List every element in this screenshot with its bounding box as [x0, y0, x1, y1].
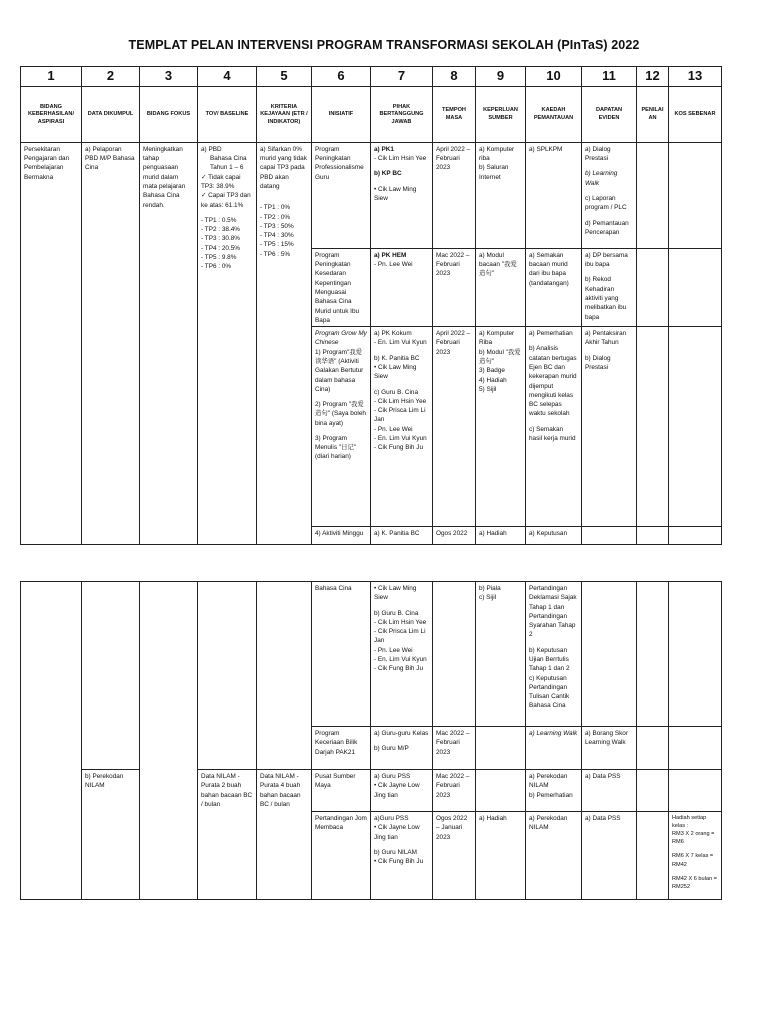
cell-pihak: a) PK Kokum - En. Lim Vui Kyun b) K. Panitia BC • Cik Law Ming Siew c) Guru B. Cina - Cik Lim Hsin Yee - Cik Prisca Lim Li Jan - Pn. Lee Wei - En. Lim Vui Kyun - Cik Fung Bih Ju	[371, 327, 433, 527]
table-row	[21, 142, 722, 248]
cell-sumber: a) Komputer riba b) Saluran Internet	[476, 142, 526, 248]
header-penilaian: PENILAIAN	[637, 86, 669, 142]
cell-penilaian	[637, 248, 669, 326]
header-kaedah-pemantauan: KAEDAH PEMANTAUAN	[526, 86, 582, 142]
cell-pihak: a) Guru PSS • Cik Jayne Low Jing tian	[371, 770, 433, 812]
cell-dapatan: a) DP bersama ibu bapa b) Rekod Kehadiran aktiviti yang melibatkan ibu bapa	[582, 248, 637, 326]
cell-penilaian	[637, 527, 669, 545]
cell-data-dikumpul: b) Perekodan NILAM	[82, 770, 140, 900]
cell-tempoh: Mac 2022 – Februari 2023	[433, 770, 476, 812]
cell-penilaian	[637, 727, 669, 770]
cell-tov-baseline	[198, 582, 257, 770]
header-kos-sebenar: KOS SEBENAR	[669, 86, 722, 142]
cell-pihak: a) K. Panitia BC	[371, 527, 433, 545]
column-number: 11	[582, 67, 637, 87]
column-number-row	[21, 67, 722, 87]
cell-kos	[669, 327, 722, 527]
cell-inisiatif: Pusat Sumber Maya	[312, 770, 371, 812]
cell-inisiatif: Program Keceriaan Bilik Darjah PAK21	[312, 727, 371, 770]
cell-dapatan	[582, 527, 637, 545]
cell-bidang-fokus: Meningkatkan tahap penguasaan murid dalam mata pelajaran Bahasa Cina rendah.	[140, 142, 198, 544]
cell-inisiatif: Program Peningkatan Kesedaran Kepentingan Menguasai Bahasa Cina Murid untuk Ibu Bapa	[312, 248, 371, 326]
cell-kaedah: a) Perekodan NILAM	[526, 812, 582, 900]
cell-sumber: b) Piala c) Sijil	[476, 582, 526, 727]
cell-penilaian	[637, 142, 669, 248]
header-pihak-bertanggung-jawab: PIHAK BERTANGGUNG JAWAB	[371, 86, 433, 142]
cell-kriteria-kejayaan: a) Sifarkan 0% murid yang tidak capai TP3 pada PBD akan datang - TP1 : 0% - TP2 : 0% - TP3 : 50% - TP4 : 30% - TP5 : 15% - TP6 : 5%	[257, 142, 312, 544]
cell-kaedah: a) Learning Walk	[526, 727, 582, 770]
cell-kos	[669, 248, 722, 326]
cell-kaedah: a) Semakan bacaan murid dari ibu bapa (tandatangan)	[526, 248, 582, 326]
column-number: 1	[21, 67, 82, 87]
cell-sumber: a) Hadiah	[476, 812, 526, 900]
cell-penilaian	[637, 812, 669, 900]
cell-aspirasi: Persekitaran Pengajaran dan Pembelajaran Bermakna	[21, 142, 82, 544]
cell-kos	[669, 727, 722, 770]
check-icon: ✓ Capai TP3 dan ke atas: 61.1%	[201, 191, 253, 210]
cell-tempoh	[433, 582, 476, 727]
cell-tov-baseline: a) PBD Bahasa Cina Tahun 1 – 6 ✓ Tidak capai TP3: 38.9% ✓ Capai TP3 dan ke atas: 61.1% - TP1 : 0.5% - TP2 : 38.4% - TP3 : 30.8% - TP4 : 20.5% - TP5 : 9.8% - TP6 : 0%	[198, 142, 257, 544]
cell-pihak: a)Guru PSS • Cik Jayne Low Jing tian b) Guru NILAM • Cik Fung Bih Ju	[371, 812, 433, 900]
intervention-plan-table	[20, 66, 722, 545]
column-number: 10	[526, 67, 582, 87]
cell-sumber: a) Komputer Riba b) Modul "我爱造句" 3) Badge 4) Hadiah 5) Sijil	[476, 327, 526, 527]
header-data-dikumpul: DATA DIKUMPUL	[82, 86, 140, 142]
cell-data-dikumpul	[82, 582, 140, 770]
cell-kriteria-kejayaan	[257, 582, 312, 770]
cell-bidang-fokus	[140, 582, 198, 900]
cell-inisiatif: 4) Aktiviti Minggu	[312, 527, 371, 545]
column-number: 3	[140, 67, 198, 87]
column-number: 4	[198, 67, 257, 87]
cell-kos: Hadiah setiap kelas : RM3 X 2 orang = RM6 RM6 X 7 kelas = RM42 RM42 X 6 bulan = RM252	[669, 812, 722, 900]
cell-tempoh: Mac 2022 – Februari 2023	[433, 727, 476, 770]
cell-inisiatif: Program Peningkatan Professionalisme Guru	[312, 142, 371, 248]
check-icon: ✓ Tidak capai TP3: 38.9%	[201, 173, 253, 192]
cell-kaedah: Pertandingan Deklamasi Sajak Tahap 1 dan Pertandingan Syarahan Tahap 2 b) Keputusan Ujian Berrtulis Tahap 1 dan 2 c) Keputusan Pertandingan Tulisan Cantik Bahasa Cina	[526, 582, 582, 727]
cell-tempoh: Mac 2022 – Februari 2023	[433, 248, 476, 326]
cell-dapatan: a) Data PSS	[582, 770, 637, 812]
cell-inisiatif: Bahasa Cina	[312, 582, 371, 727]
header-kriteria-kejayaan: KRITERIA KEJAYAAN (ETR / INDIKATOR)	[257, 86, 312, 142]
header-inisiatif: INISIATIF	[312, 86, 371, 142]
cell-dapatan: a) Dialog Prestasi b) Learning Walk c) Laporan program / PLC d) Pemantauan Pencerapan	[582, 142, 637, 248]
cell-sumber: a) Modul bacaan "我爱造句"	[476, 248, 526, 326]
cell-kos	[669, 770, 722, 812]
cell-inisiatif: Program Grow My Chinese 1) Program"我爱读华语" (Aktiviti Galakan Bertutur dalam bahasa Cina) 2) Program "我爱造句" (Saya boleh bina ayat) 3) Program Menulis "日记" (diari harian)	[312, 327, 371, 527]
header-bidang-fokus: BIDANG FOKUS	[140, 86, 198, 142]
column-header-row	[21, 86, 722, 142]
cell-tempoh: Ogos 2022	[433, 527, 476, 545]
cell-dapatan: a) Borang Skor Learning Walk	[582, 727, 637, 770]
cell-sumber	[476, 727, 526, 770]
column-number: 2	[82, 67, 140, 87]
cell-inisiatif: Pertandingan Jom Membaca	[312, 812, 371, 900]
cell-pihak: a) PK HEM - Pn. Lee Wei	[371, 248, 433, 326]
cell-pihak: a) Guru-guru Kelas b) Guru M/P	[371, 727, 433, 770]
cell-aspirasi	[21, 582, 82, 900]
column-number: 5	[257, 67, 312, 87]
cell-kriteria-kejayaan: Data NILAM - Purata 4 buah bahan bacaan BC / bulan	[257, 770, 312, 900]
cell-kos	[669, 142, 722, 248]
column-number: 13	[669, 67, 722, 87]
cell-dapatan	[582, 582, 637, 727]
cell-kos	[669, 527, 722, 545]
cell-kaedah: a) Keputusan	[526, 527, 582, 545]
cell-tov-baseline: Data NILAM - Purata 2 buah bahan bacaan BC / bulan	[198, 770, 257, 900]
column-number: 6	[312, 67, 371, 87]
header-tempoh-masa: TEMPOH MASA	[433, 86, 476, 142]
cell-dapatan: a) Data PSS	[582, 812, 637, 900]
table-row	[21, 770, 722, 812]
cell-tempoh: Ogos 2022 – Januari 2023	[433, 812, 476, 900]
cell-sumber: a) Hadiah	[476, 527, 526, 545]
cell-penilaian	[637, 327, 669, 527]
column-number: 12	[637, 67, 669, 87]
column-number: 9	[476, 67, 526, 87]
cell-penilaian	[637, 770, 669, 812]
header-keperluan-sumber: KEPERLUAN SUMBER	[476, 86, 526, 142]
cell-pihak: • Cik Law Ming Siew b) Guru B. Cina - Cik Lim Hsin Yee - Cik Prisca Lim Li Jan - Pn. Lee Wei - En. Lim Vui Kyun - Cik Fung Bih Ju	[371, 582, 433, 727]
table-row	[21, 582, 722, 727]
cell-kos	[669, 582, 722, 727]
cell-penilaian	[637, 582, 669, 727]
header-dapatan-eviden: DAPATAN EVIDEN	[582, 86, 637, 142]
header-aspirasi: BIDANG KEBERHASILAN/ ASPIRASI	[21, 86, 82, 142]
page-title: TEMPLAT PELAN INTERVENSI PROGRAM TRANSFORMASI SEKOLAH (PInTaS) 2022	[128, 38, 640, 52]
cell-tempoh: April 2022 – Februari 2023	[433, 327, 476, 527]
header-tov-baseline: TOV/ BASELINE	[198, 86, 257, 142]
column-number: 8	[433, 67, 476, 87]
cell-tempoh: April 2022 – Februari 2023	[433, 142, 476, 248]
cell-data-dikumpul: a) Pelaporan PBD M/P Bahasa Cina	[82, 142, 140, 544]
cell-dapatan: a) Pentaksiran Akhir Tahun b) Dialog Prestasi	[582, 327, 637, 527]
cell-kaedah: a) Pemerhatian b) Analisis catatan bertugas Ejen BC dan kekerapan murid dijemput mengikuti kelas BC selepas waktu sekolah c) Semakan hasil kerja murid	[526, 327, 582, 527]
column-number: 7	[371, 67, 433, 87]
cell-pihak: a) PK1 - Cik Lim Hsin Yee b) KP BC • Cik Law Ming Siew	[371, 142, 433, 248]
cell-sumber	[476, 770, 526, 812]
cell-kaedah: a) SPLKPM	[526, 142, 582, 248]
cell-kaedah: a) Perekodan NILAM b) Pemerhatian	[526, 770, 582, 812]
intervention-plan-table-continued	[20, 581, 722, 900]
